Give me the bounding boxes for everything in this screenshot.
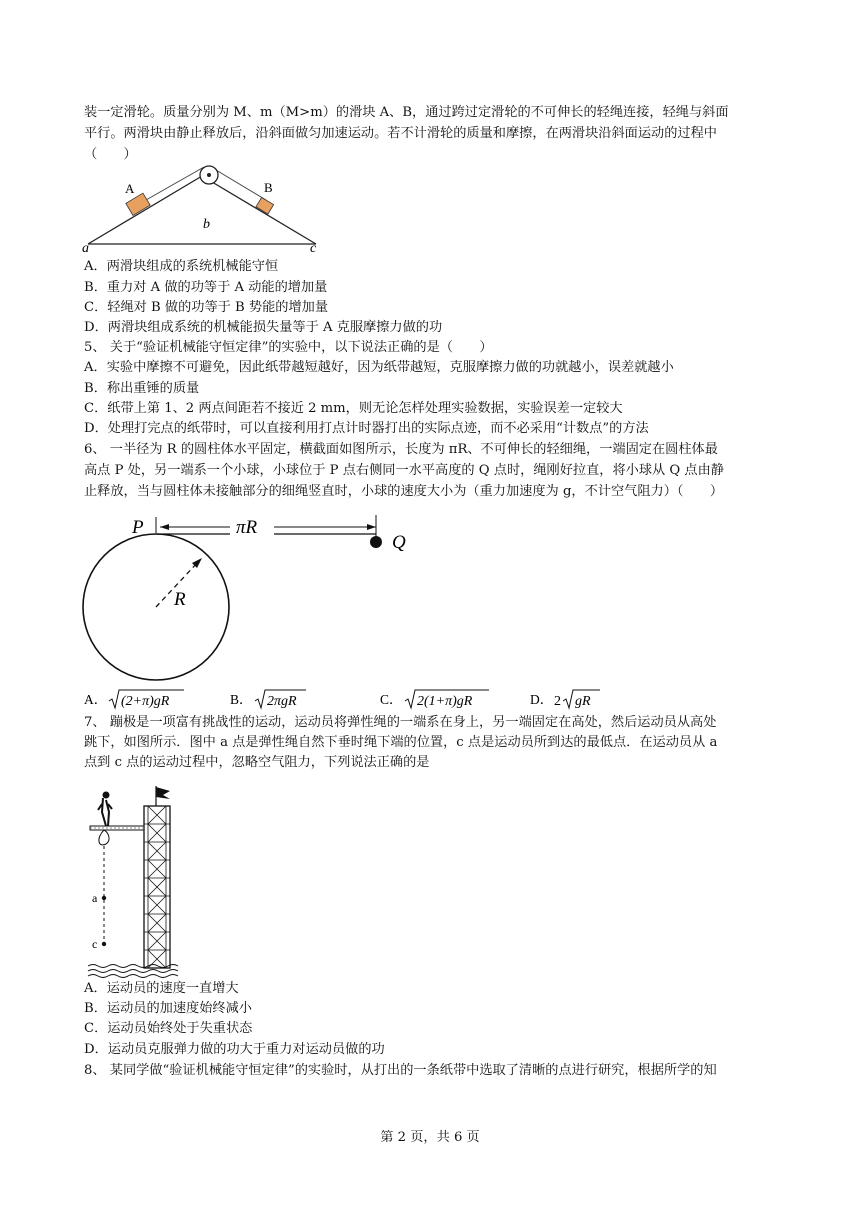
question-6-stem-2: 高点 P 处，另一端系一个小球，小球位于 P 点右侧同一水平高度的 Q 点时，绳刚好拉直，将小球从 Q 点由静 (84, 463, 724, 478)
option-b: B．重力对 A 做的功等于 A 动能的增加量 (84, 280, 328, 295)
arrow-left-icon (160, 524, 169, 530)
text-line: 装一定滑轮。质量分别为 M、m（M>m）的滑块 A、B，通过跨过定滑轮的不可伸长的轻绳连接，轻绳与斜面 (84, 105, 729, 120)
page-footer: 第 2 页，共 6 页 (380, 1130, 480, 1145)
jumper-icon (103, 792, 110, 799)
option-a-label: A． (84, 692, 108, 707)
option-c: C．运动员始终处于失重状态 (84, 1021, 253, 1036)
arrow-right-icon (367, 524, 376, 530)
label-Q: Q (392, 532, 406, 553)
question-5-stem: 5、 关于“验证机械能守恒定律”的实验中，以下说法正确的是（ ） (84, 340, 493, 355)
question-7-stem: 7、 蹦极是一项富有挑战性的运动，运动员将弹性绳的一端系在身上，另一端固定在高处，然后运动员从高处 (84, 715, 717, 730)
label-c: c (310, 241, 317, 254)
label-piR: πR (236, 517, 258, 538)
label-P: P (132, 517, 144, 538)
question-6-stem: 6、 一半径为 R 的圆柱体水平固定，横截面如图所示，长度为 πR、不可伸长的轻细绳，一端固定在圆柱体最 (84, 442, 718, 457)
option-d-label: D． (530, 692, 554, 707)
option-c: C．轻绳对 B 做的功等于 B 势能的增加量 (84, 300, 329, 315)
label-a: a (82, 241, 89, 254)
option-a-expr: (2+π)gR (121, 694, 170, 709)
q6-options (84, 686, 644, 714)
option-b-expr: 2πgR (267, 694, 297, 709)
ball-icon (370, 536, 382, 548)
option-d: D．运动员克服弹力做的功大于重力对运动员做的功 (84, 1042, 385, 1057)
label-A: A (125, 181, 135, 196)
label-a: a (92, 891, 98, 905)
option-d: D．两滑块组成系统的机械能损失量等于 A 克服摩擦力做的功 (84, 320, 443, 335)
bungee-tower-figure (84, 782, 194, 978)
question-7-stem-3: 点到 c 点的运动过程中，忽略空气阻力，下列说法正确的是 (84, 755, 430, 770)
option-a: A．实验中摩擦不可避免，因此纸带越短越好，因为纸带越短，克服摩擦力做的功就越小，误差就越小 (84, 360, 674, 375)
option-b: B．运动员的加速度始终减小 (84, 1001, 252, 1016)
option-d-coef: 2 (554, 694, 561, 709)
label-b: b (203, 217, 210, 232)
option-c: C．纸带上第 1、2 两点间距若不接近 2 mm，则无论怎样处理实验数据，实验误差一定较大 (84, 401, 623, 416)
option-c-label: C． (380, 692, 403, 707)
point-c-icon (102, 942, 106, 946)
option-d-expr: gR (575, 694, 591, 709)
label-R: R (174, 589, 186, 610)
option-a: A．两滑块组成的系统机械能守恒 (84, 259, 279, 274)
question-6-stem-3: 止释放，当与圆柱体未接触部分的细绳竖直时，小球的速度大小为（重力加速度为 g，不计空气阻力）（ ） (84, 484, 724, 499)
option-a: A．运动员的速度一直增大 (84, 981, 239, 996)
flag-icon (156, 787, 170, 799)
question-7-stem-2: 跳下，如图所示．图中 a 点是弹性绳自然下垂时绳下端的位置，c 点是运动员所到达的最低点．在运动员从 a (84, 735, 718, 750)
question-8-stem: 8、 某同学做“验证机械能守恒定律”的实验时，从打出的一条纸带中选取了清晰的点进行研究，根据所学的知 (84, 1063, 717, 1078)
option-b-label: B． (230, 692, 253, 707)
block-a (126, 193, 150, 215)
option-c-expr: 2(1+π)gR (417, 694, 473, 709)
option-b: B．称出重锤的质量 (84, 381, 200, 396)
label-c: c (92, 937, 98, 951)
text-line: 平行。两滑块由静止释放后，沿斜面做匀加速运动。若不计滑轮的质量和摩擦，在两滑块沿斜面运动的过程中 (84, 126, 717, 141)
block-b (256, 197, 274, 214)
point-a-icon (102, 896, 106, 900)
label-B: B (264, 180, 273, 195)
answer-bracket: （ ） (84, 147, 137, 162)
option-d: D．处理打完点的纸带时，可以直接利用打点计时器打出的实际点迹，而不必采用“计数点”的方法 (84, 421, 649, 436)
incline-pulley-figure (80, 162, 330, 254)
cylinder-figure (80, 505, 420, 685)
